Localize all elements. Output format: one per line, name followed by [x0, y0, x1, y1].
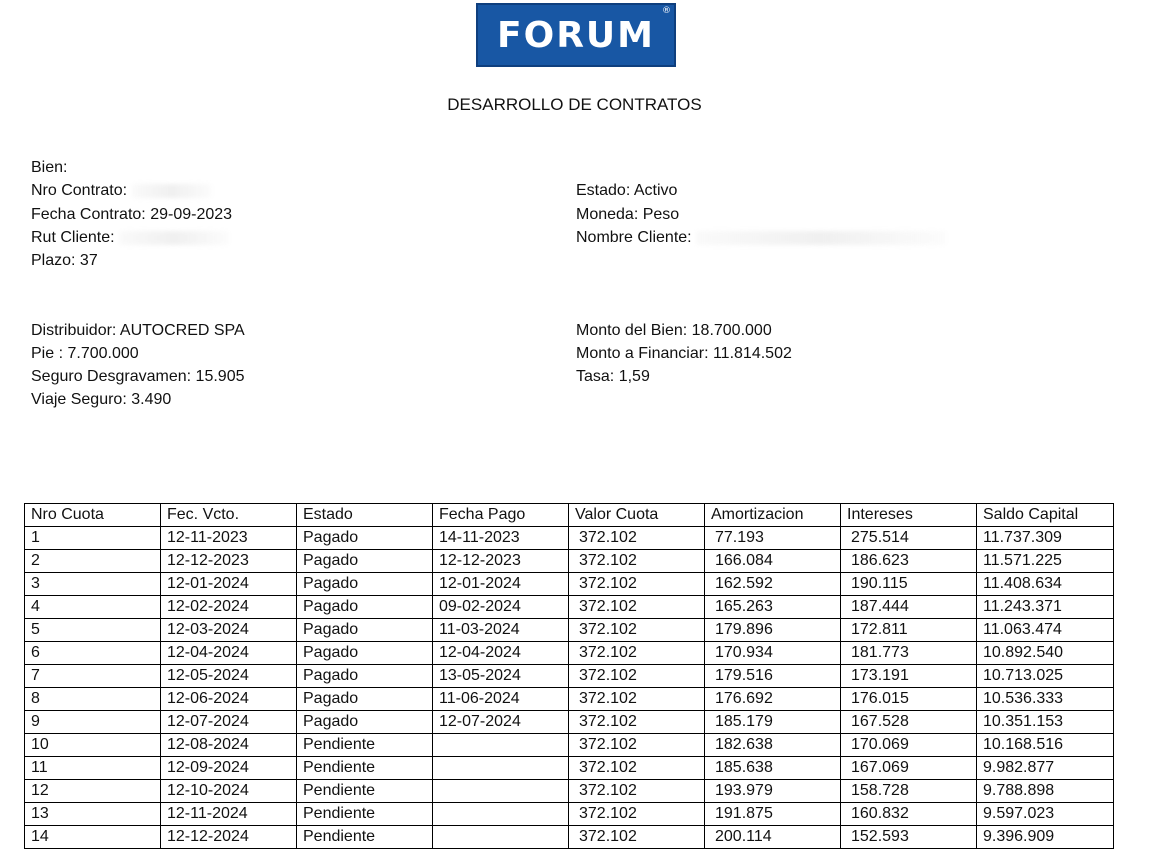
field-value: 37 — [79, 252, 98, 269]
table-cell: 10 — [25, 734, 161, 757]
table-cell: 11 — [25, 757, 161, 780]
table-row — [25, 734, 1114, 757]
table-row — [25, 527, 1114, 550]
table-cell: 187.444 — [841, 596, 977, 619]
table-cell: 179.896 — [705, 619, 841, 642]
field-label: Bien: — [31, 159, 68, 176]
field-value: 15.905 — [195, 368, 245, 385]
field-label: Estado: — [576, 182, 631, 199]
table-row — [25, 596, 1114, 619]
table-cell: Pagado — [297, 596, 433, 619]
field-label: Nombre Cliente: — [576, 229, 692, 246]
table-cell: 11.243.371 — [977, 596, 1114, 619]
table-cell: 10.168.516 — [977, 734, 1114, 757]
field-estado — [576, 179, 677, 202]
field-label: Plazo: — [31, 252, 76, 269]
field-label: Viaje Seguro: — [31, 391, 127, 408]
field-value: Peso — [642, 206, 680, 223]
field-label: Distribuidor: — [31, 322, 117, 339]
table-cell: Pendiente — [297, 757, 433, 780]
table-cell: Pagado — [297, 665, 433, 688]
table-cell: 185.638 — [705, 757, 841, 780]
table-cell: 3 — [25, 573, 161, 596]
column-header: Fecha Pago — [433, 504, 569, 527]
table-row — [25, 688, 1114, 711]
table-cell: 200.114 — [705, 826, 841, 849]
table-cell: 152.593 — [841, 826, 977, 849]
table-cell: 11-06-2024 — [433, 688, 569, 711]
table-cell: 8 — [25, 688, 161, 711]
table-cell: 12-06-2024 — [161, 688, 297, 711]
field-monto-financiar — [576, 342, 792, 365]
table-cell: 372.102 — [569, 573, 705, 596]
field-label: Monto a Financiar: — [576, 345, 709, 362]
field-bien — [31, 156, 67, 179]
table-cell: 172.811 — [841, 619, 977, 642]
table-cell: 372.102 — [569, 803, 705, 826]
table-cell: Pendiente — [297, 734, 433, 757]
table-cell: 12-07-2024 — [161, 711, 297, 734]
table-cell: 372.102 — [569, 826, 705, 849]
table-cell: 372.102 — [569, 780, 705, 803]
table-row — [25, 642, 1114, 665]
table-row — [25, 573, 1114, 596]
table-cell: Pagado — [297, 688, 433, 711]
table-cell: 12-12-2023 — [433, 550, 569, 573]
field-label: Tasa: — [576, 368, 615, 385]
table-cell: 9.788.898 — [977, 780, 1114, 803]
table-row — [25, 780, 1114, 803]
table-cell: 11.571.225 — [977, 550, 1114, 573]
table-cell: 14-11-2023 — [433, 527, 569, 550]
table-header-row — [25, 504, 1114, 527]
table-cell: 10.351.153 — [977, 711, 1114, 734]
field-value: 1,59 — [618, 368, 650, 385]
table-cell: 5 — [25, 619, 161, 642]
table-cell: 176.692 — [705, 688, 841, 711]
table-cell: 191.875 — [705, 803, 841, 826]
table-cell: 1 — [25, 527, 161, 550]
table-cell: 2 — [25, 550, 161, 573]
table-cell: 12-03-2024 — [161, 619, 297, 642]
table-cell: 173.191 — [841, 665, 977, 688]
table-cell: 9 — [25, 711, 161, 734]
column-header: Nro Cuota — [25, 504, 161, 527]
logo-text: FORUM — [497, 15, 655, 56]
field-value: 29-09-2023 — [150, 206, 233, 223]
table-cell: Pagado — [297, 711, 433, 734]
table-cell: 167.069 — [841, 757, 977, 780]
field-value: 7.700.000 — [67, 345, 139, 362]
table-cell: 10.536.333 — [977, 688, 1114, 711]
field-seguro-desgravamen — [31, 365, 244, 388]
table-cell: 4 — [25, 596, 161, 619]
field-fecha-contrato — [31, 203, 232, 226]
table-cell: 12-05-2024 — [161, 665, 297, 688]
table-cell — [433, 803, 569, 826]
forum-logo — [476, 3, 676, 67]
table-cell: 11-03-2024 — [433, 619, 569, 642]
field-moneda — [576, 203, 679, 226]
field-pie — [31, 342, 139, 365]
table-cell: 185.179 — [705, 711, 841, 734]
field-tasa — [576, 365, 650, 388]
table-cell: 14 — [25, 826, 161, 849]
table-cell: 12-01-2024 — [161, 573, 297, 596]
column-header: Fec. Vcto. — [161, 504, 297, 527]
table-cell — [433, 780, 569, 803]
field-nombre-cliente — [576, 226, 946, 249]
table-cell: 12-04-2024 — [161, 642, 297, 665]
table-cell: 11.063.474 — [977, 619, 1114, 642]
table-cell: 372.102 — [569, 757, 705, 780]
document-title: DESARROLLO DE CONTRATOS — [447, 95, 702, 114]
redacted-value — [132, 184, 212, 198]
table-cell: 190.115 — [841, 573, 977, 596]
field-value: AUTOCRED SPA — [119, 322, 245, 339]
table-cell: 176.015 — [841, 688, 977, 711]
table-cell: 372.102 — [569, 527, 705, 550]
table-cell: 12-07-2024 — [433, 711, 569, 734]
table-cell: 167.528 — [841, 711, 977, 734]
column-header: Saldo Capital — [977, 504, 1114, 527]
table-cell: 165.263 — [705, 596, 841, 619]
column-header: Estado — [297, 504, 433, 527]
table-cell: 12-09-2024 — [161, 757, 297, 780]
table-cell: 11.737.309 — [977, 527, 1114, 550]
table-cell: Pagado — [297, 527, 433, 550]
table-cell: 160.832 — [841, 803, 977, 826]
table-cell: Pendiente — [297, 780, 433, 803]
table-cell: 7 — [25, 665, 161, 688]
table-cell: Pagado — [297, 550, 433, 573]
table-cell: 77.193 — [705, 527, 841, 550]
table-row — [25, 711, 1114, 734]
field-label: Seguro Desgravamen: — [31, 368, 192, 385]
table-cell: 12-02-2024 — [161, 596, 297, 619]
table-cell: 12-10-2024 — [161, 780, 297, 803]
table-cell: Pagado — [297, 619, 433, 642]
table-row — [25, 665, 1114, 688]
field-value: 11.814.502 — [712, 345, 792, 362]
field-label: Nro Contrato: — [31, 182, 128, 199]
table-cell: 372.102 — [569, 665, 705, 688]
redacted-value — [696, 231, 946, 245]
table-cell: 158.728 — [841, 780, 977, 803]
table-cell: 9.396.909 — [977, 826, 1114, 849]
table-cell: 13-05-2024 — [433, 665, 569, 688]
table-body — [25, 527, 1114, 849]
table-cell: 372.102 — [569, 734, 705, 757]
table-cell: 179.516 — [705, 665, 841, 688]
table-cell: Pagado — [297, 573, 433, 596]
field-distribuidor — [31, 319, 245, 342]
table-cell: 181.773 — [841, 642, 977, 665]
table-cell: Pagado — [297, 642, 433, 665]
table-cell: 10.713.025 — [977, 665, 1114, 688]
field-value: 18.700.000 — [691, 322, 772, 339]
table-cell: 372.102 — [569, 711, 705, 734]
field-label: Fecha Contrato: — [31, 206, 146, 223]
table-cell: 182.638 — [705, 734, 841, 757]
field-monto-bien — [576, 319, 772, 342]
table-cell: 12-01-2024 — [433, 573, 569, 596]
field-label: Rut Cliente: — [31, 229, 115, 246]
table-cell: 372.102 — [569, 642, 705, 665]
field-nro-contrato — [31, 179, 212, 202]
field-label: Pie : — [31, 345, 64, 362]
table-cell — [433, 734, 569, 757]
table-cell: Pendiente — [297, 826, 433, 849]
table-cell: 9.982.877 — [977, 757, 1114, 780]
field-label: Monto del Bien: — [576, 322, 688, 339]
field-value: 3.490 — [131, 391, 172, 408]
table-row — [25, 550, 1114, 573]
table-cell: 372.102 — [569, 596, 705, 619]
field-label: Moneda: — [576, 206, 639, 223]
table-cell: 09-02-2024 — [433, 596, 569, 619]
column-header: Valor Cuota — [569, 504, 705, 527]
table-cell: 12-04-2024 — [433, 642, 569, 665]
table-cell: 11.408.634 — [977, 573, 1114, 596]
table-row — [25, 619, 1114, 642]
table-cell — [433, 757, 569, 780]
table-cell: 12-11-2023 — [161, 527, 297, 550]
table-cell: 12-11-2024 — [161, 803, 297, 826]
table-cell: 275.514 — [841, 527, 977, 550]
table-cell: 12-12-2023 — [161, 550, 297, 573]
registered-mark: ® — [662, 6, 671, 16]
table-cell: 170.934 — [705, 642, 841, 665]
table-cell: 186.623 — [841, 550, 977, 573]
field-rut-cliente — [31, 226, 229, 249]
table-cell: 193.979 — [705, 780, 841, 803]
table-cell: 10.892.540 — [977, 642, 1114, 665]
column-header: Intereses — [841, 504, 977, 527]
table-cell — [433, 826, 569, 849]
table-cell: 12 — [25, 780, 161, 803]
table-cell: 162.592 — [705, 573, 841, 596]
table-cell: 372.102 — [569, 550, 705, 573]
field-viaje-seguro — [31, 388, 171, 411]
redacted-value — [119, 231, 229, 245]
table-row — [25, 803, 1114, 826]
table-cell: 372.102 — [569, 688, 705, 711]
table-cell: 166.084 — [705, 550, 841, 573]
table-cell: 12-08-2024 — [161, 734, 297, 757]
table-cell: 13 — [25, 803, 161, 826]
table-cell: 12-12-2024 — [161, 826, 297, 849]
table-cell: 372.102 — [569, 619, 705, 642]
table-cell: 6 — [25, 642, 161, 665]
installments-table — [24, 503, 1114, 849]
table-row — [25, 757, 1114, 780]
field-value: Activo — [633, 182, 678, 199]
table-cell: 170.069 — [841, 734, 977, 757]
field-plazo — [31, 249, 98, 272]
column-header: Amortizacion — [705, 504, 841, 527]
table-cell: 9.597.023 — [977, 803, 1114, 826]
table-cell: Pendiente — [297, 803, 433, 826]
table-row — [25, 826, 1114, 849]
